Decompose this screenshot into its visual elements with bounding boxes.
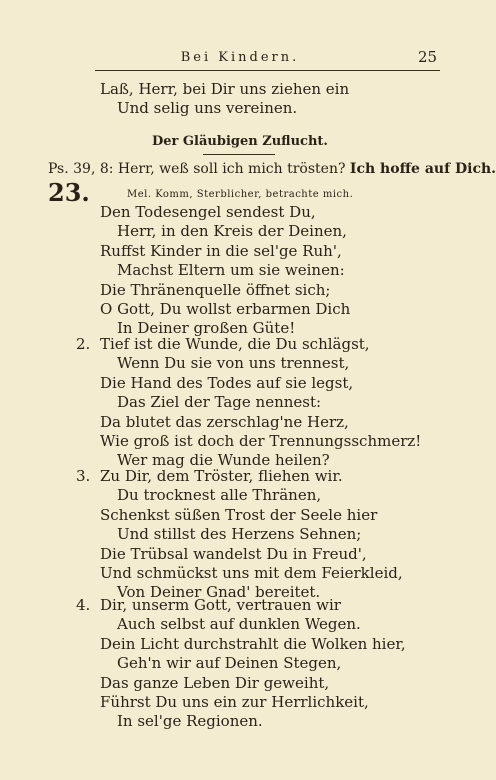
verse-line: Die Trübsal wandelst Du in Freud',	[100, 544, 367, 563]
melody-line: Mel. Komm, Sterblicher, betrachte mich.	[127, 189, 354, 200]
verse-line: Den Todesengel sendest Du,	[100, 203, 316, 221]
verse-line: Ruffst Kinder in die sel'ge Ruh',	[100, 241, 342, 260]
verse-line: Wie groß ist doch der Trennungsschmerz!	[100, 432, 422, 450]
section-title: Der Gläubigen Zuflucht.	[152, 134, 328, 149]
section-rule	[203, 154, 275, 155]
verse-line: Führst Du uns ein zur Herrlichkeit,	[100, 693, 369, 711]
verse-line: Auch selbst auf dunklen Wegen.	[117, 615, 361, 634]
header-rule	[95, 70, 440, 71]
continuation-line: Und selig uns vereinen.	[117, 99, 298, 117]
verse-line: Und stillst des Herzens Sehnen;	[117, 525, 362, 544]
verse-number: 2.	[76, 335, 91, 353]
hymn-number: 23.	[48, 178, 90, 207]
verse-line: Die Thränenquelle öffnet sich;	[100, 280, 331, 299]
verse-line: Zu Dir, dem Tröster, fliehen wir.	[100, 467, 343, 485]
verse-line: Tief ist die Wunde, die Du schlägst,	[100, 335, 370, 353]
psalm-reference-line	[48, 160, 496, 178]
page-number: 25	[418, 48, 438, 66]
psalm-text: Herr, weß soll ich mich trösten?	[117, 161, 346, 177]
verse-number: 3.	[76, 467, 91, 485]
verse-line: Wer mag die Wunde heilen?	[117, 451, 330, 470]
verse-line: Von Deiner Gnad' bereitet.	[117, 583, 321, 602]
verse-line: Das ganze Leben Dir geweiht,	[100, 673, 330, 692]
verse-line: O Gott, Du wollst erbarmen Dich	[100, 300, 351, 318]
continuation-line: Laß, Herr, bei Dir uns ziehen ein	[100, 80, 350, 98]
running-header: Bei Kindern.	[180, 50, 300, 65]
verse-line: In sel'ge Regionen.	[117, 712, 263, 731]
verse-number: 4.	[76, 596, 91, 614]
verse-line: Da blutet das zerschlag'ne Herz,	[100, 412, 349, 431]
verse-line: Machst Eltern um sie weinen:	[117, 261, 345, 280]
verse-line: Die Hand des Todes auf sie legst,	[100, 373, 354, 392]
verse-line: Herr, in den Kreis der Deinen,	[117, 222, 347, 241]
verse-line: Du trocknest alle Thränen,	[117, 486, 322, 505]
psalm-bold-text: Ich hoffe auf Dich.	[349, 161, 496, 177]
psalm-ref: Ps. 39, 8:	[48, 161, 114, 177]
verse-line: Und schmückst uns mit dem Feierkleid,	[100, 564, 403, 582]
verse-line: Geh'n wir auf Deinen Stegen,	[117, 654, 342, 673]
verse-line: Schenkst süßen Trost der Seele hier	[100, 505, 378, 524]
verse-line: Wenn Du sie von uns trennest,	[117, 354, 350, 373]
verse-line: Das Ziel der Tage nennest:	[117, 393, 322, 412]
verse-line: Dir, unserm Gott, vertrauen wir	[100, 596, 341, 614]
verse-line: Dein Licht durchstrahlt die Wolken hier,	[100, 634, 406, 653]
verse-line: In Deiner großen Güte!	[117, 319, 296, 338]
